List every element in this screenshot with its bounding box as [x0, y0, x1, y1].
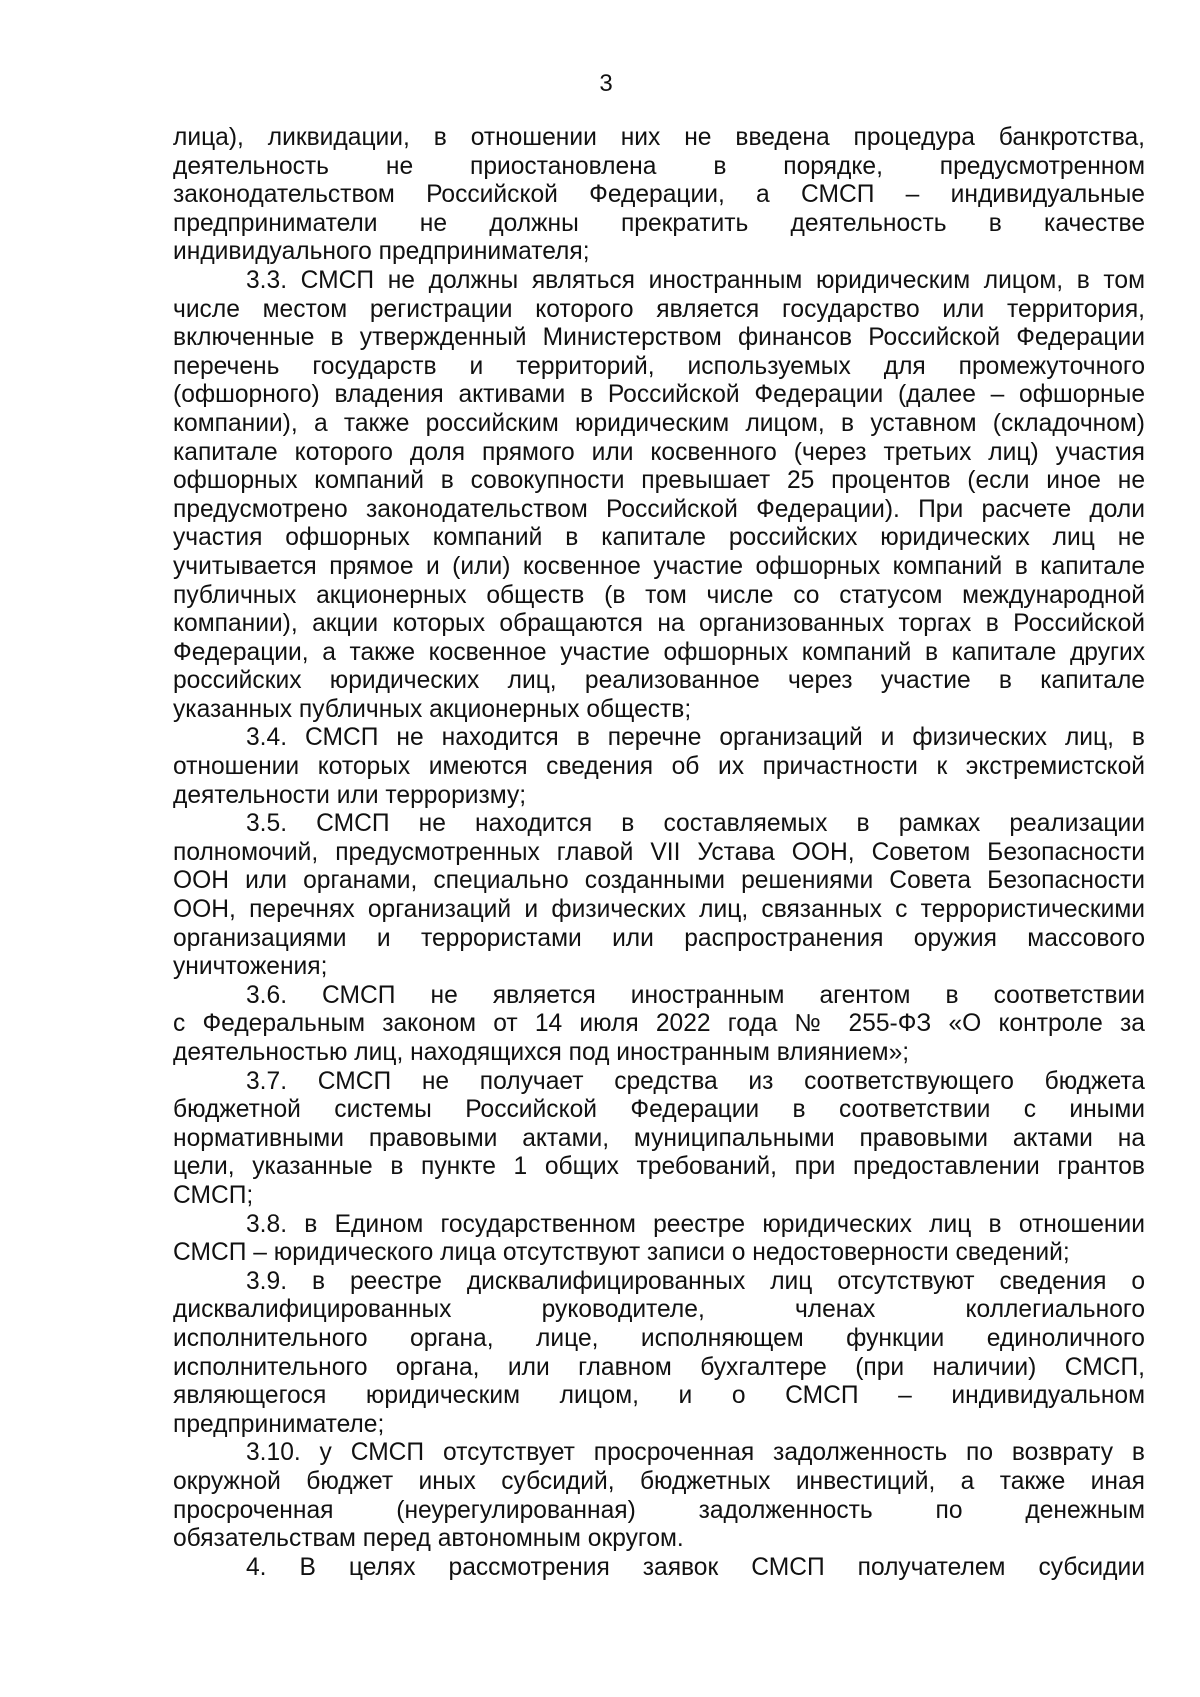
text-line: 4. В целях рассмотрения заявок СМСП получателем субсидии — [246, 1553, 1145, 1581]
text-line: отношении которых имеются сведения об их причастности к экстремистской — [173, 753, 1145, 781]
text-line: исполнительного органа, лице, исполняющем функции единоличного — [173, 1324, 1145, 1352]
page-number: 3 — [599, 70, 613, 97]
text-line: предпринимателе; — [173, 1410, 385, 1438]
text-line: ООН, перечнях организаций и физических лиц, связанных с террористическими — [173, 896, 1145, 924]
text-line: Федерации, а также косвенное участие офшорных компаний в капитале других — [173, 638, 1145, 666]
text-line: являющегося юридическим лицом, и о СМСП – индивидуальном — [173, 1382, 1145, 1410]
text-line: российских юридических лиц, реализованное через участие в капитале — [173, 667, 1145, 695]
text-line: полномочий, предусмотренных главой VII Устава ООН, Советом Безопасности — [173, 838, 1145, 866]
text-line: капитале которого доля прямого или косвенного (через третьих лиц) участия — [173, 438, 1145, 466]
text-line: компании), а также российским юридическим лицом, в уставном (складочном) — [173, 409, 1145, 437]
text-line: предусмотрено законодательством Российской Федерации). При расчете доли — [173, 495, 1145, 523]
text-line: 3.8. в Едином государственном реестре юридических лиц в отношении — [246, 1210, 1145, 1238]
text-line: офшорных компаний в совокупности превышает 25 процентов (если иное не — [173, 467, 1145, 495]
text-line: окружной бюджет иных субсидий, бюджетных инвестиций, а также иная — [173, 1467, 1145, 1495]
text-line: нормативными правовыми актами, муниципальными правовыми актами на — [173, 1124, 1145, 1152]
text-line: публичных акционерных обществ (в том числе со статусом международной — [173, 581, 1145, 609]
text-line: 3.9. в реестре дисквалифицированных лиц отсутствуют сведения о — [246, 1267, 1145, 1295]
text-line: деятельности или терроризму; — [173, 781, 527, 809]
text-line: организациями и террористами или распространения оружия массового — [173, 924, 1145, 952]
text-line: числе местом регистрации которого является государство или территория, — [173, 295, 1145, 323]
text-line: 3.3. СМСП не должны являться иностранным юридическим лицом, в том — [246, 266, 1145, 294]
text-line: деятельность не приостановлена в порядке, предусмотренном — [173, 152, 1145, 180]
text-line: с Федеральным законом от 14 июля 2022 года № 255-ФЗ «О контроле за — [173, 1010, 1145, 1038]
text-line: бюджетной системы Российской Федерации в соответствии с иными — [173, 1096, 1145, 1124]
text-line: учитывается прямое и (или) косвенное участие офшорных компаний в капитале — [173, 552, 1145, 580]
text-line: лица), ликвидации, в отношении них не введена процедура банкротства, — [173, 124, 1145, 151]
text-line: 3.4. СМСП не находится в перечне организаций и физических лиц, в — [246, 724, 1145, 752]
document-body — [173, 124, 1145, 1582]
text-line: 3.10. у СМСП отсутствует просроченная задолженность по возврату в — [246, 1439, 1145, 1467]
text-line: исполнительного органа, или главном бухгалтере (при наличии) СМСП, — [173, 1353, 1145, 1381]
text-line: включенные в утвержденный Министерством финансов Российской Федерации — [173, 324, 1145, 352]
text-line: участия офшорных компаний в капитале российских юридических лиц не — [173, 524, 1145, 552]
text-line: указанных публичных акционерных обществ; — [173, 695, 692, 723]
text-line: дисквалифицированных руководителе, членах коллегиального — [173, 1296, 1145, 1324]
text-line: перечень государств и территорий, используемых для промежуточного — [173, 352, 1145, 380]
text-line: СМСП; — [173, 1181, 254, 1209]
text-line: деятельностью лиц, находящихся под иностранным влиянием»; — [173, 1039, 910, 1066]
text-line: просроченная (неурегулированная) задолженность по денежным — [173, 1496, 1145, 1524]
text-line: предприниматели не должны прекратить деятельность в качестве — [173, 209, 1145, 237]
text-line: СМСП – юридического лица отсутствуют записи о недостоверности сведений; — [173, 1239, 1070, 1267]
text-line: цели, указанные в пункте 1 общих требований, при предоставлении грантов — [173, 1153, 1145, 1181]
text-line: индивидуального предпринимателя; — [173, 238, 590, 266]
text-line: 3.7. СМСП не получает средства из соответствующего бюджета — [246, 1067, 1145, 1095]
text-line: законодательством Российской Федерации, а СМСП – индивидуальные — [173, 181, 1145, 209]
text-line: 3.6. СМСП не является иностранным агентом в соответствии — [246, 981, 1145, 1009]
text-line: ООН или органами, специально созданными решениями Совета Безопасности — [173, 867, 1145, 895]
text-line: 3.5. СМСП не находится в составляемых в рамках реализации — [246, 810, 1145, 838]
text-line: уничтожения; — [173, 953, 328, 981]
text-line: (офшорного) владения активами в Российской Федерации (далее – офшорные — [173, 381, 1145, 409]
text-line: обязательствам перед автономным округом. — [173, 1525, 684, 1553]
text-line: компании), акции которых обращаются на организованных торгах в Российской — [173, 610, 1145, 638]
